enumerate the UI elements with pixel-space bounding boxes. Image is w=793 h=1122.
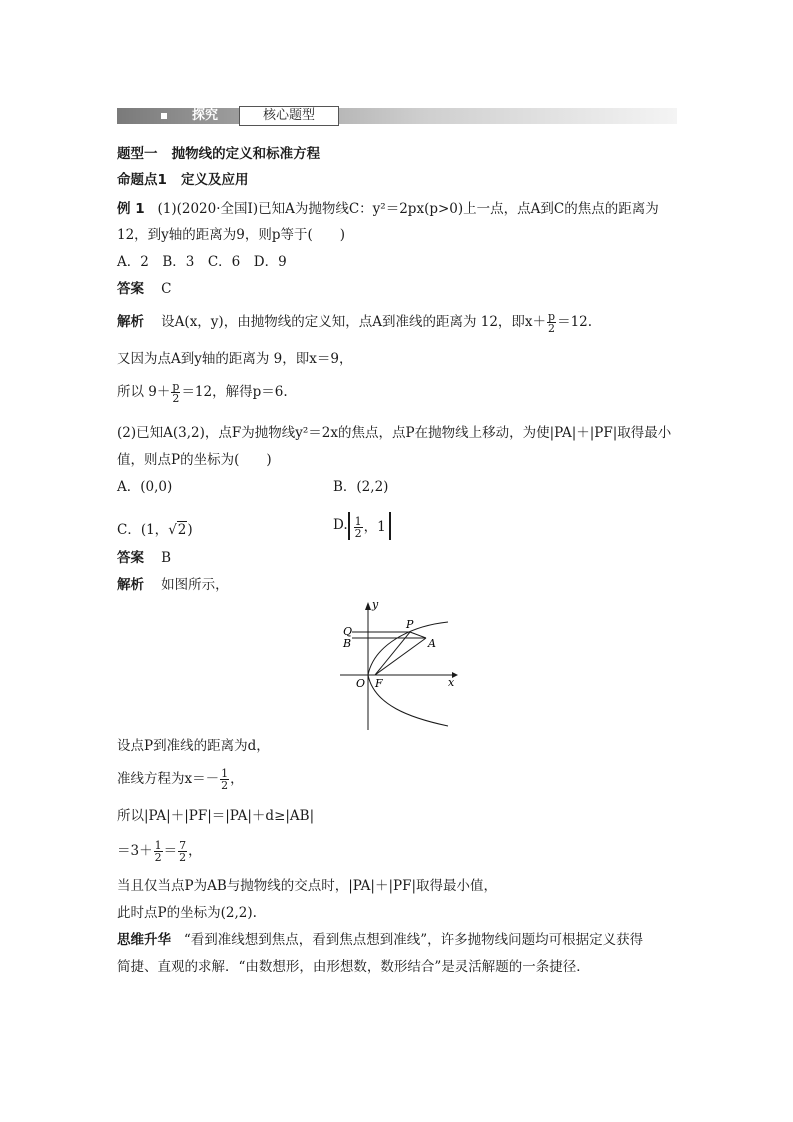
label-B: B — [343, 637, 352, 650]
answer-label: 答案 — [117, 550, 144, 566]
answer2-value: B — [161, 550, 172, 566]
problem1-options: A．2 B．3 C．6 D．9 — [117, 254, 287, 270]
analysis-label: 解析 — [117, 577, 144, 593]
answer-label: 答案 — [117, 281, 144, 297]
label-O: O — [356, 677, 366, 690]
sub-heading — [117, 171, 249, 189]
label-x: x — [448, 676, 455, 689]
banner-right-label: 核心题型 — [239, 106, 339, 126]
sub-heading-label: 命题点1 — [117, 172, 167, 188]
bracket-group: $\frac{1}{2}$ ，1 — [348, 512, 391, 540]
solution2-line4: ＝3＋ $\frac{1}{2}$ ＝ $\frac{7}{2}$ ， — [117, 839, 202, 864]
solution1-line1 — [117, 311, 592, 334]
segment-PA — [410, 632, 426, 638]
option-d: D. $\frac{1}{2}$ ，1 — [333, 510, 391, 540]
fraction-1-over-2: $\frac{1}{2}$ — [354, 514, 362, 540]
analysis-label: 解析 — [117, 314, 144, 330]
solution1-line3: 所以 9＋ $\frac{p}{2}$ ＝12，解得p＝6. — [117, 380, 288, 405]
solution2-line6: 此时点P的坐标为(2,2). — [117, 905, 257, 921]
problem2-text-line2: 值，则点P的坐标为( ) — [117, 452, 272, 468]
label-F: F — [375, 677, 383, 690]
fraction-1-over-2: $\frac{1}{2}$ — [221, 767, 229, 792]
topic-heading — [117, 145, 320, 163]
option-b: B．(2,2) — [333, 479, 389, 495]
solution1-text-end: ＝12. — [557, 314, 593, 330]
radicand: 2 — [177, 522, 187, 538]
label-y: y — [372, 600, 379, 611]
solution2-line5: 当且仅当点P为AB与抛物线的交点时，|PA|＋|PF|取得最小值， — [117, 878, 497, 894]
label-P: P — [406, 618, 414, 631]
problem1-text-line1: (1)(2020·全国Ⅰ)已知A为抛物线C：y²＝2px(p>0)上一点，点A到C的焦点的距离为 — [157, 201, 659, 217]
answer1-line — [117, 280, 172, 298]
problem1-text-line2: 12，到y轴的距离为9，则p等于( ) — [117, 227, 346, 243]
topic-title: 抛物线的定义和标准方程 — [171, 146, 321, 162]
fraction-p-over-2: $\frac{p}{2}$ — [172, 380, 180, 405]
section-banner — [117, 106, 677, 126]
option-a: A．(0,0) — [117, 479, 173, 495]
sub-heading-title: 定义及应用 — [181, 172, 249, 188]
ex1-line1 — [117, 200, 659, 218]
fraction-p-over-2: $\frac{p}{2}$ — [548, 310, 556, 335]
example-label: 例 1 — [117, 201, 145, 217]
option-c: C．(1，√2) — [117, 522, 193, 538]
fraction-1-over-2: $\frac{1}{2}$ — [154, 839, 162, 864]
parabola-figure — [330, 600, 460, 730]
y-axis-arrow-icon — [365, 602, 371, 610]
square-bullet-icon — [161, 113, 167, 119]
solution1-text: 设A(x，y)，由抛物线的定义知，点A到准线的距离为 12，即x＋ — [161, 314, 547, 330]
answer2-line — [117, 549, 171, 567]
answer1-value: C — [161, 281, 172, 297]
thought-label: 思维升华 — [117, 932, 171, 948]
solution2-intro: 解析 如图所示， — [117, 577, 229, 593]
label-Q: Q — [343, 625, 353, 638]
solution2-line3: 所以|PA|＋|PF|＝|PA|＋d≥|AB| — [117, 808, 315, 824]
problem2-text-line1: (2)已知A(3,2)，点F为抛物线y²＝2x的焦点，点P在抛物线上移动，为使|PA|＋|PF|取得最小 — [117, 425, 672, 441]
label-A: A — [428, 637, 436, 650]
topic-type: 题型一 — [117, 146, 158, 162]
solution2-line1: 设点P到准线的距离为d， — [117, 738, 270, 754]
solution2-line2: 准线方程为x＝－ $\frac{1}{2}$ ， — [117, 767, 244, 792]
banner-left-label: 探究 — [191, 108, 218, 123]
solution1-line2: 又因为点A到y轴的距离为 9，即x＝9， — [117, 351, 353, 367]
thought-line1: 思维升华 “看到准线想到焦点，看到焦点想到准线”，许多抛物线问题均可根据定义获得 — [117, 932, 644, 948]
fraction-7-over-2: $\frac{7}{2}$ — [179, 839, 187, 864]
sqrt-icon: √ — [168, 522, 177, 538]
thought-line2: 简捷、直观的求解．“由数想形，由形想数，数形结合”是灵活解题的一条捷径． — [117, 959, 590, 975]
